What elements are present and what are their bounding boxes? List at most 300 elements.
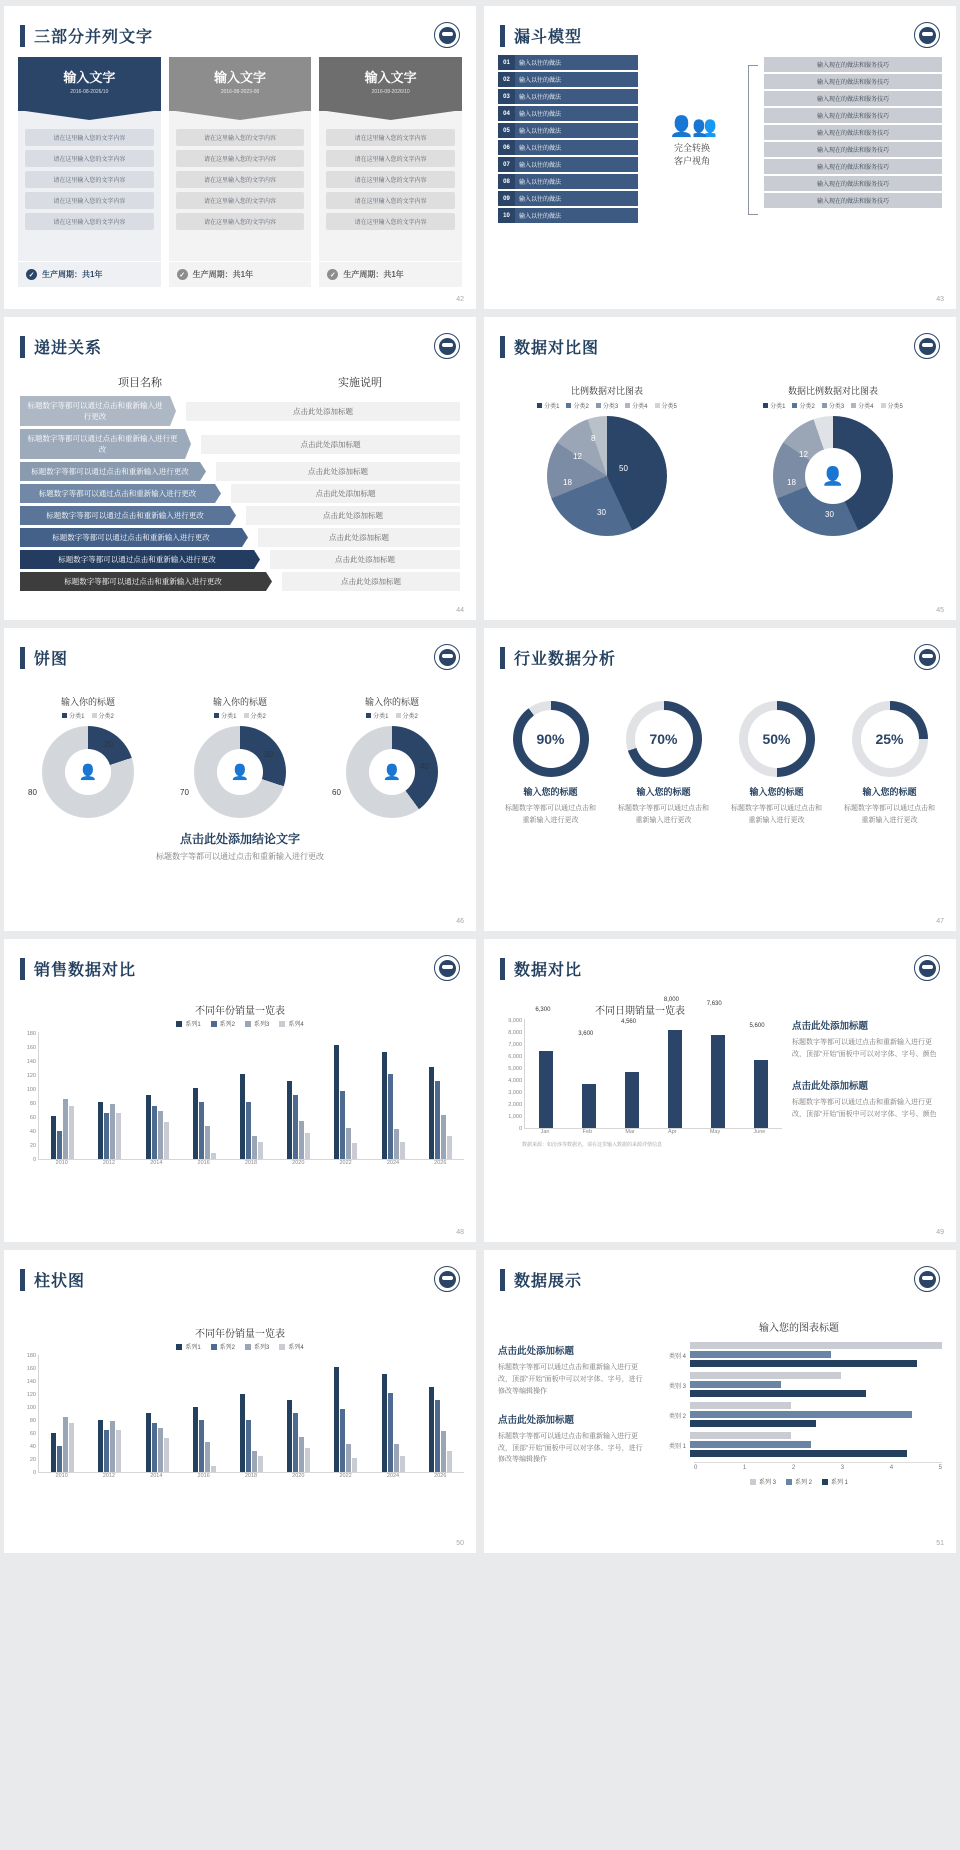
y-tick: 180 [26,1031,36,1037]
column-2-footer [169,261,312,287]
legend-item: 分类4 [625,401,647,410]
person-icon: 👤 [369,749,415,795]
row-desc: 点击此处添加标题 [216,462,460,481]
x-axis [38,1160,464,1166]
progress-ring [513,701,589,777]
legend-item: 分类2 [396,711,418,720]
x-tick: 2022 [339,1473,352,1479]
list-item: 请在这里输入您的文字内容 [25,150,154,167]
y-tick: 100 [26,1405,36,1411]
list-item: 输入现在的做法和服务技巧 [764,74,942,89]
ring-value: 25% [861,710,919,768]
page-title: 柱状图 [34,1273,86,1290]
table-row [4,506,476,525]
slide-sales-comparison [4,939,476,1242]
pie-label: 18 [787,478,796,487]
legend-item: 分类1 [366,711,388,720]
bar-group [706,1001,725,1128]
bar-series-2 [690,1411,912,1418]
progress-ring [852,701,928,777]
legend-item: 系列3 [245,1019,269,1028]
table-row [4,462,476,481]
y-tick: 100 [26,1087,36,1093]
bar-stack [690,1342,942,1369]
ring-desc: 标题数字等都可以通过点击和重新输入进行更改 [505,805,596,824]
title-accent-bar [20,1269,25,1291]
x-tick: 1 [742,1465,747,1471]
bar-group [663,997,682,1128]
y-tick: 120 [26,1392,36,1398]
y-tick: 140 [26,1059,36,1065]
funnel-row [498,208,638,223]
column-3-footer [319,261,462,287]
row-desc: 点击此处添加标题 [258,528,460,547]
slide-data-display [484,1250,956,1553]
title-accent-bar [500,647,505,669]
bar-value-label: 8,000 [663,997,679,1003]
column-3-body [319,111,462,261]
y-tick: 6,000 [508,1054,522,1060]
bar-group [656,1432,942,1459]
chart-legend [656,1477,942,1486]
person-icon: 👤 [217,749,263,795]
funnel-row-number: 04 [498,106,515,121]
page-title: 数据展示 [514,1273,583,1290]
y-tick: 60 [29,1115,36,1121]
title-accent-bar [500,25,505,47]
chart-title: 输入你的标题 [364,697,419,707]
bar-series-3 [690,1372,841,1379]
bars-container [38,1355,464,1473]
column-1 [18,57,161,287]
ring-title: 输入您的标题 [636,787,691,797]
chart-legend [12,711,164,720]
page-number: 42 [456,296,464,303]
legend-item: 系列1 [176,1342,200,1351]
slide-header [484,939,956,980]
donut-group [4,691,476,822]
legend-item: 系列2 [211,1019,235,1028]
column-1-heading-text: 输入文字 [63,70,116,85]
text-body: 标题数字等都可以通过点击和重新输入进行更改，顶部“开始”面板中可以对字体、字号，进行修改等编辑操作 [498,1364,643,1395]
y-tick: 8,000 [508,1030,522,1036]
funnel-row-text: 输入以往的做法 [515,89,638,104]
slide-progression [4,317,476,620]
funnel-row-text: 输入以往的做法 [515,174,638,189]
funnel-row-text: 输入以往的做法 [515,106,638,121]
page-number: 43 [936,296,944,303]
bar-group [240,1355,263,1472]
funnel-row-number: 07 [498,157,515,172]
funnel-row-text: 输入以往的做法 [515,140,638,155]
funnel-row-number: 03 [498,89,515,104]
row-desc: 点击此处添加标题 [246,506,460,525]
chart-legend [16,1019,464,1028]
column-2-subtext: 2016-08-2023-08 [220,89,260,95]
title-accent-bar [500,336,505,358]
x-tick: Feb [582,1129,593,1135]
list-item: 请在这里输入您的文字内容 [25,213,154,230]
column-1-footer-text: 生产周期：共1年 [42,270,103,279]
table-row [4,429,476,459]
donut-label: 30 [264,750,273,759]
bar-chart [4,1321,476,1479]
legend-item: 系列3 [245,1342,269,1351]
bar-stack [690,1432,942,1459]
bars-container [38,1032,464,1160]
chart-legend [494,401,720,410]
title-accent-bar [20,25,25,47]
bar-group [535,1007,553,1128]
donut-graphic [332,726,438,818]
page-number: 44 [456,607,464,614]
bar-series-1 [690,1360,917,1367]
y-tick: 3,000 [508,1090,522,1096]
bar-category-label: 类别 3 [668,1384,686,1390]
pie-label: 18 [563,478,572,487]
ring-block-3 [720,701,833,827]
brand-logo-icon [434,22,460,48]
ring-desc: 标题数字等都可以通过点击和重新输入进行更改 [844,805,935,824]
column-1-footer [18,261,161,287]
bar-group [656,1372,942,1399]
bar-category-label: 类别 4 [668,1354,686,1360]
y-tick: 160 [26,1045,36,1051]
bar-series-1 [690,1390,866,1397]
y-tick: 120 [26,1073,36,1079]
donut-block-1 [12,695,164,818]
row-label: 标题数字等都可以通过点击和重新输入进行更改 [20,462,200,481]
ring-desc: 标题数字等都可以通过点击和重新输入进行更改 [731,805,822,824]
chart-title: 不同日期销量一览表 [595,1006,685,1017]
funnel-row-number: 08 [498,174,515,189]
legend-item: 系列 3 [750,1477,776,1486]
conclusion-subtitle: 标题数字等都可以通过点击和重新输入进行更改 [156,852,324,861]
funnel-left-list [498,55,638,225]
funnel-row-text: 输入以往的做法 [515,157,638,172]
chart-title: 输入你的标题 [60,697,115,707]
conclusion-title: 点击此处添加结论文字 [179,832,300,846]
x-tick: 2026 [434,1473,447,1479]
funnel-row [498,123,638,138]
list-item: 输入现在的做法和服务技巧 [764,176,942,191]
pie-label: 30 [825,510,834,519]
slide-header [4,6,476,47]
legend-item: 系列1 [176,1019,200,1028]
bar-series-2 [690,1441,811,1448]
donut-graphic [28,726,134,818]
brand-logo-icon [434,644,460,670]
brand-logo-icon [914,644,940,670]
bar-group [656,1402,942,1429]
row-label: 标题数字等都可以通过点击和重新输入进行更改 [20,528,242,547]
chart-title: 不同年份销量一览表 [195,1329,285,1340]
x-tick: 2026 [434,1160,447,1166]
x-tick: 2018 [244,1473,258,1479]
legend-item: 系列2 [211,1342,235,1351]
bar-group [429,1032,452,1159]
y-tick: 2,000 [508,1102,522,1108]
page-title: 三部分并列文字 [34,29,154,46]
slide-header [484,317,956,358]
table-row [4,550,476,569]
bar-category-label: 类别 2 [668,1414,686,1420]
people-icon: 👤👥 [669,115,715,138]
list-item: 输入现在的做法和服务技巧 [764,159,942,174]
x-axis [38,1473,464,1479]
ring-title: 输入您的标题 [523,787,578,797]
page-number: 51 [936,1540,944,1547]
pie-label: 12 [573,452,582,461]
title-accent-bar [500,958,505,980]
page-title: 数据对比 [514,962,583,979]
check-icon: ✓ [327,269,338,280]
y-tick: 40 [29,1444,36,1450]
list-item: 请在这里输入您的文字内容 [25,129,154,146]
page-number: 47 [936,918,944,925]
column-3-heading [319,57,462,111]
x-tick: 2022 [339,1160,352,1166]
chart-pair [484,382,956,538]
y-tick: 9,000 [508,1018,522,1024]
donut-graphic [180,726,286,818]
funnel-row-number: 05 [498,123,515,138]
donut-label: 60 [332,788,341,797]
bar-group [146,1032,169,1159]
chart-legend [316,711,468,720]
brand-logo-icon [914,333,940,359]
funnel-row-number: 01 [498,55,515,70]
chart-title: 输入您的图表标题 [759,1323,839,1334]
text-heading: 点击此处添加标题 [792,1080,869,1092]
slide-industry-analysis [484,628,956,931]
list-item: 请在这里输入您的文字内容 [326,150,455,167]
funnel-row-text: 输入以往的做法 [515,72,638,87]
y-tick: 80 [29,1101,36,1107]
donut-block-2 [164,695,316,818]
ring-desc: 标题数字等都可以通过点击和重新输入进行更改 [618,805,709,824]
funnel-row [498,174,638,189]
bar-group [749,1019,768,1128]
bar-group [51,1032,74,1159]
y-tick: 140 [26,1379,36,1385]
row-label: 标题数字等都可以通过点击和重新输入进行更改 [20,506,230,525]
row-label: 标题数字等都可以通过点击和重新输入进行更改 [20,572,266,591]
column-2-heading [169,57,312,111]
legend-item: 分类2 [566,401,588,410]
y-tick: 7,000 [508,1042,522,1048]
brand-logo-icon [434,955,460,981]
ring-title: 输入您的标题 [862,787,917,797]
x-tick: 2024 [386,1473,400,1479]
bar-series-2 [690,1351,831,1358]
legend-item: 系列4 [279,1019,303,1028]
pie-label: 12 [799,450,808,459]
row-label: 标题数字等都可以通过点击和重新输入进行更改 [20,429,185,459]
horizontal-bar-chart [656,1319,942,1486]
ring-block-2 [607,701,720,827]
x-tick: 5 [938,1465,942,1471]
y-tick: 4,000 [508,1078,522,1084]
bar-group [287,1355,310,1472]
legend-item: 系列 1 [822,1477,848,1486]
brand-logo-icon [914,955,940,981]
ring-group [484,695,956,833]
funnel-center-line1: 完全转换 [673,142,710,153]
x-axis [524,1129,782,1135]
list-item: 输入现在的做法和服务技巧 [764,108,942,123]
bar-group [578,1019,596,1128]
legend-item: 分类1 [763,401,785,410]
bar-group [382,1032,405,1159]
slide-header [4,939,476,980]
funnel-diagram [484,47,956,233]
legend-item: 分类2 [792,401,814,410]
bar-chart [4,998,476,1166]
list-item: 请在这里输入您的文字内容 [176,192,305,209]
bar-series-3 [690,1402,791,1409]
column-header-name: 项目名称 [118,377,162,389]
funnel-row [498,157,638,172]
y-tick: 80 [29,1418,36,1424]
column-3-heading-text: 输入文字 [364,70,417,85]
list-item: 请在这里输入您的文字内容 [176,129,305,146]
three-column-group [4,47,476,287]
funnel-row-number: 10 [498,208,515,223]
y-tick: 1,000 [508,1114,522,1120]
x-tick: 2020 [292,1473,305,1479]
x-tick: 2016 [197,1473,210,1479]
person-icon: 👤 [805,448,861,504]
pie-label: 30 [597,508,606,517]
list-item: 输入现在的做法和服务技巧 [764,91,942,106]
list-item: 输入现在的做法和服务技巧 [764,142,942,157]
chart-title: 比例数据对比图表 [570,386,643,396]
title-accent-bar [20,958,25,980]
column-2-body [169,111,312,261]
check-icon: ✓ [26,269,37,280]
list-item: 请在这里输入您的文字内容 [176,150,305,167]
y-tick: 0 [32,1157,36,1163]
bar-value-label: 7,630 [706,1001,722,1007]
conclusion-block [4,830,476,862]
funnel-row [498,140,638,155]
column-3 [319,57,462,287]
title-accent-bar [20,336,25,358]
list-item: 请在这里输入您的文字内容 [25,192,154,209]
bar-group [240,1032,263,1159]
page-title: 饼图 [34,651,69,668]
legend-item: 分类5 [881,401,903,410]
person-icon: 👤 [65,749,111,795]
slide-header [4,628,476,669]
x-tick: 2020 [292,1160,305,1166]
progression-header [4,358,476,396]
column-1-body [18,111,161,261]
bar-series-3 [690,1432,791,1439]
donut-label: 80 [28,788,37,797]
text-body: 标题数字等都可以通过点击和重新输入进行更改，顶部“开始”面板中可以对字体、字号、颜色 [792,1098,937,1118]
funnel-row-text: 输入以往的做法 [515,191,638,206]
x-tick: May [709,1129,721,1135]
ring-block-4 [833,701,946,827]
chart-source-note: 数据来源：如汾淳等数据名，请在这里输入数据的来源详情信息 [522,1142,663,1148]
list-item: 请在这里输入您的文字内容 [326,129,455,146]
pie-label: 50 [619,464,628,473]
bar-category-label: 类别 1 [668,1444,686,1450]
column-3-subtext: 2016-08-2026/10 [371,89,410,95]
title-accent-bar [20,647,25,669]
donut-graphic [773,416,893,536]
page-number: 45 [936,607,944,614]
donut-label: 70 [180,788,189,797]
list-item: 请在这里输入您的文字内容 [326,171,455,188]
bar-chart [498,997,782,1148]
legend-item: 分类1 [62,711,84,720]
row-desc: 点击此处添加标题 [270,550,460,569]
list-item: 请在这里输入您的文字内容 [326,192,455,209]
text-heading: 点击此处添加标题 [498,1346,575,1357]
funnel-row [498,89,638,104]
bar-stack [690,1372,942,1399]
x-axis [694,1462,942,1471]
funnel-row [498,106,638,121]
ring-value: 50% [748,710,806,768]
funnel-center-line2: 客户视角 [673,156,710,166]
ring-block-1 [494,701,607,827]
x-tick: Jan [540,1129,550,1135]
y-tick: 160 [26,1366,36,1372]
legend-item: 分类2 [92,711,114,720]
x-tick: 2012 [102,1473,116,1479]
text-panel [792,1002,942,1148]
list-item: 输入现在的做法和服务技巧 [764,193,942,208]
bar-series-1 [690,1450,907,1457]
slide-column-chart [4,1250,476,1553]
row-desc: 点击此处添加标题 [186,402,460,421]
progress-ring [739,701,815,777]
funnel-row-number: 09 [498,191,515,206]
donut-label: 40 [420,762,429,771]
slide-header [4,1250,476,1291]
table-row [4,572,476,591]
slide-pie-charts [4,628,476,931]
list-item: 请在这里输入您的文字内容 [25,171,154,188]
brand-logo-icon [434,333,460,359]
column-3-footer-text: 生产周期：共1年 [343,270,404,279]
legend-item: 分类3 [596,401,618,410]
donut-chart-block [720,384,946,536]
table-row [4,484,476,503]
y-tick: 40 [29,1129,36,1135]
x-tick: 2014 [150,1160,163,1166]
funnel-row [498,191,638,206]
ring-value: 70% [635,710,693,768]
chart-legend [16,1342,464,1351]
bar-group [193,1355,216,1472]
bar-value-label: 4,560 [621,1019,637,1025]
chart-title: 不同年份销量一览表 [195,1006,285,1017]
legend-item: 分类2 [244,711,266,720]
bar-series-1 [690,1420,816,1427]
list-item: 请在这里输入您的文字内容 [176,213,305,230]
list-item: 输入现在的做法和服务技巧 [764,57,942,72]
slide-header [484,628,956,669]
x-tick: 3 [840,1465,845,1471]
bar-group [334,1032,357,1159]
page-title: 漏斗模型 [514,29,583,46]
page-number: 46 [456,918,464,925]
